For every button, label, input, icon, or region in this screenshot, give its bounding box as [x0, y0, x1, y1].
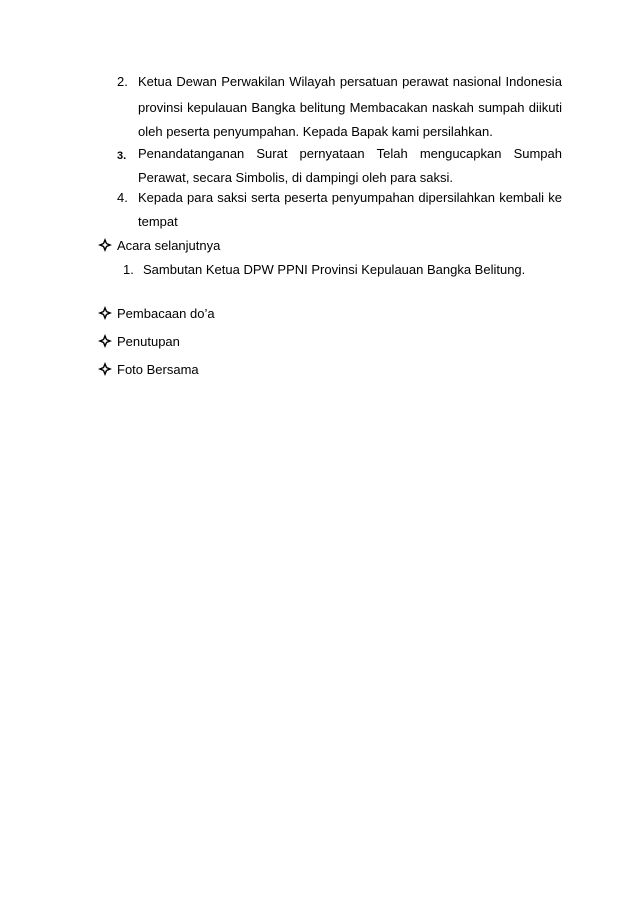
sub-list-number-1: 1.	[123, 262, 134, 277]
item-2-line-2: provinsi kepulauan Bangka belitung Membacakan naskah sumpah diikuti	[138, 100, 562, 115]
list-number-3: 3.	[117, 150, 127, 162]
item-3-line-2: Perawat, secara Simbolis, di dampingi oleh para saksi.	[138, 170, 454, 185]
item-3-line-1: Penandatanganan Surat pernyataan Telah mengucapkan Sumpah	[138, 146, 562, 161]
diamond-bullet-icon	[98, 238, 112, 252]
list-number-4: 4.	[117, 190, 128, 205]
diamond-bullet-icon	[98, 306, 112, 320]
item-4-line-1: Kepada para saksi serta peserta penyumpahan dipersilahkan kembali ke	[138, 190, 562, 205]
item-4-line-2: tempat	[138, 214, 178, 229]
bullet-penutupan: Penutupan	[117, 334, 180, 349]
bullet-foto-bersama: Foto Bersama	[117, 362, 199, 377]
bullet-pembacaan-doa: Pembacaan do’a	[117, 306, 215, 321]
list-number-2: 2.	[117, 74, 128, 89]
bullet-acara-selanjutnya: Acara selanjutnya	[117, 238, 221, 253]
diamond-bullet-icon	[98, 334, 112, 348]
item-2-line-3: oleh peserta penyumpahan. Kepada Bapak kami persilahkan.	[138, 124, 493, 139]
diamond-bullet-icon	[98, 362, 112, 376]
sub-item-sambutan: Sambutan Ketua DPW PPNI Provinsi Kepulauan Bangka Belitung.	[143, 262, 526, 277]
item-2-line-1: Ketua Dewan Perwakilan Wilayah persatuan perawat nasional Indonesia	[138, 74, 562, 89]
